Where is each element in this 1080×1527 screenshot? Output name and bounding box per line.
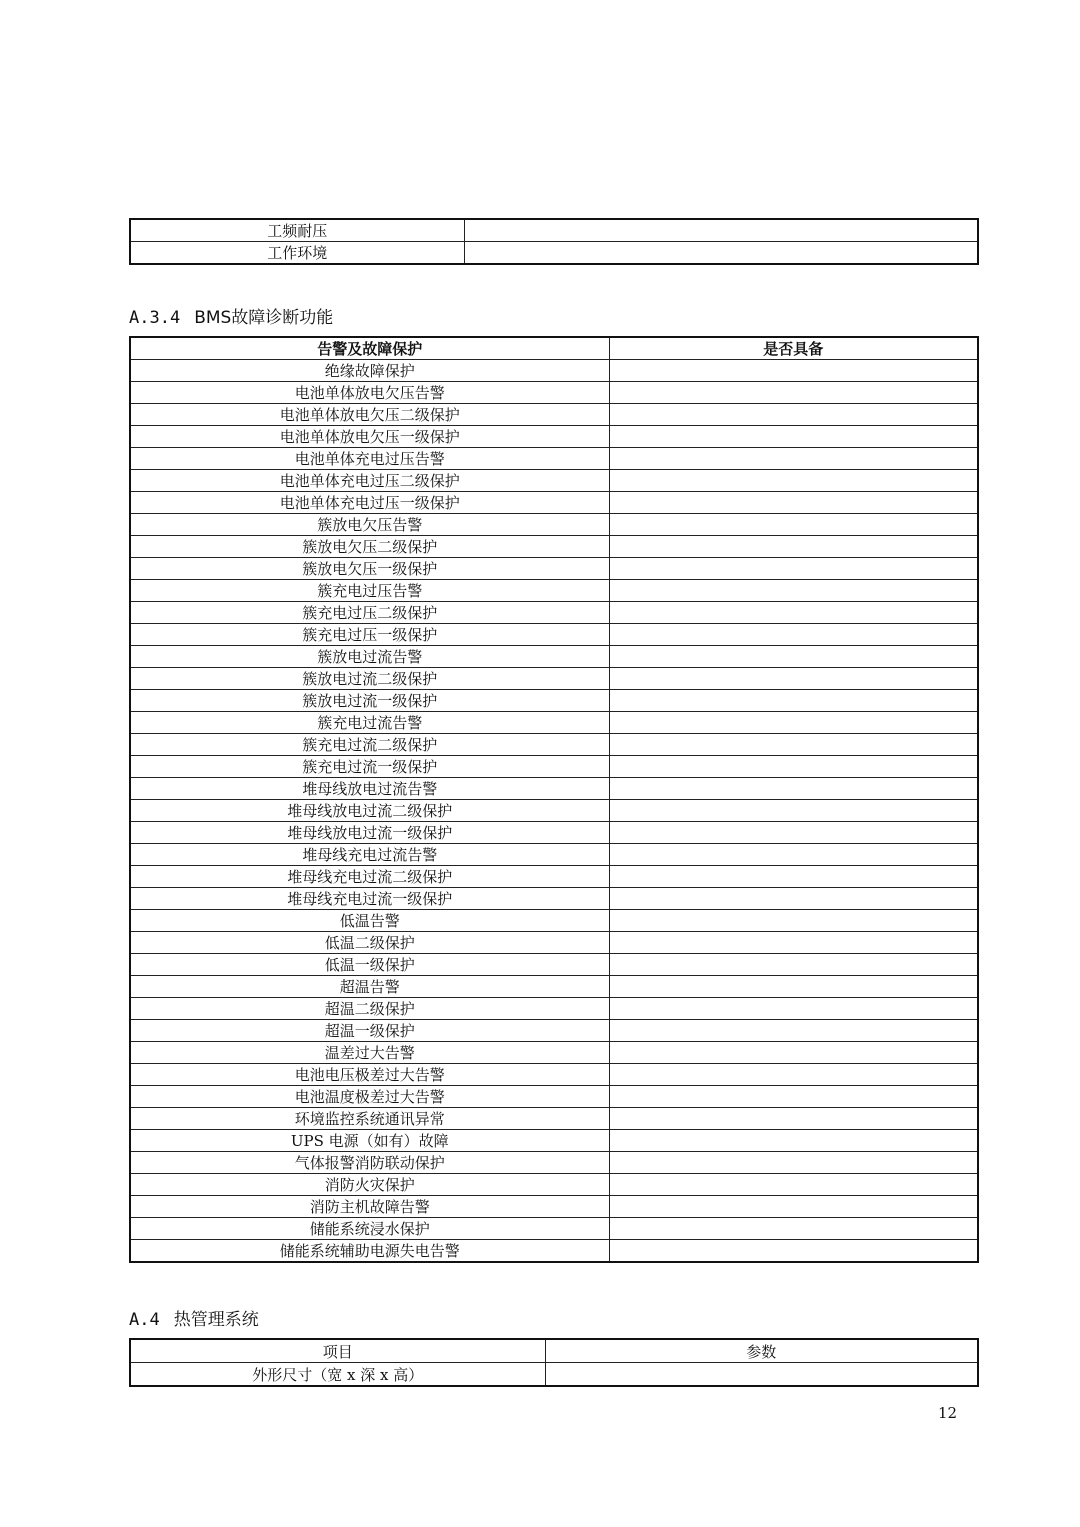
row-label: 电池单体放电欠压一级保护 — [130, 426, 609, 448]
row-value — [609, 382, 978, 404]
row-label: 堆母线放电过流告警 — [130, 778, 609, 800]
row-value — [609, 492, 978, 514]
row-label: 储能系统浸水保护 — [130, 1218, 609, 1240]
row-value — [464, 242, 978, 265]
table-row — [130, 1042, 978, 1064]
row-value — [609, 668, 978, 690]
row-label: 电池单体放电欠压告警 — [130, 382, 609, 404]
table-row — [130, 1086, 978, 1108]
row-value — [609, 448, 978, 470]
table-row — [130, 1130, 978, 1152]
table-row — [130, 219, 978, 242]
row-value — [609, 360, 978, 382]
row-label: 电池单体充电过压二级保护 — [130, 470, 609, 492]
header-alarm-protection: 告警及故障保护 — [130, 337, 609, 360]
bms-fault-table — [129, 336, 979, 1263]
table-row — [130, 624, 978, 646]
table-row — [130, 1240, 978, 1263]
row-value — [609, 1042, 978, 1064]
row-value — [609, 558, 978, 580]
section-number: A.3.4 — [129, 308, 181, 328]
table-row — [130, 470, 978, 492]
row-label: 簇放电欠压一级保护 — [130, 558, 609, 580]
row-label: 环境监控系统通讯异常 — [130, 1108, 609, 1130]
row-value — [545, 1363, 978, 1387]
row-value — [609, 976, 978, 998]
section-title: BMS故障诊断功能 — [194, 308, 334, 328]
row-label: 低温二级保护 — [130, 932, 609, 954]
table-row — [130, 690, 978, 712]
row-label: 低温告警 — [130, 910, 609, 932]
row-label: 消防主机故障告警 — [130, 1196, 609, 1218]
table-row — [130, 558, 978, 580]
row-value — [609, 778, 978, 800]
row-label: 电池温度极差过大告警 — [130, 1086, 609, 1108]
table-row — [130, 998, 978, 1020]
table-row — [130, 1020, 978, 1042]
table-row — [130, 536, 978, 558]
row-label: 簇充电过压二级保护 — [130, 602, 609, 624]
table-row — [130, 448, 978, 470]
table-row — [130, 382, 978, 404]
row-value — [464, 219, 978, 242]
table-row — [130, 712, 978, 734]
row-label: 电池单体充电过压一级保护 — [130, 492, 609, 514]
row-label: 簇充电过压告警 — [130, 580, 609, 602]
row-value — [609, 822, 978, 844]
row-value — [609, 910, 978, 932]
table-row — [130, 976, 978, 998]
row-label: 超温告警 — [130, 976, 609, 998]
table-row — [130, 1363, 978, 1387]
row-label: 温差过大告警 — [130, 1042, 609, 1064]
table-row — [130, 932, 978, 954]
table-row — [130, 242, 978, 265]
row-label: 电池电压极差过大告警 — [130, 1064, 609, 1086]
row-label: 堆母线充电过流一级保护 — [130, 888, 609, 910]
row-label: 簇充电过压一级保护 — [130, 624, 609, 646]
thermal-table — [129, 1338, 979, 1387]
row-label: 簇放电过流一级保护 — [130, 690, 609, 712]
row-value — [609, 426, 978, 448]
row-label: 堆母线放电过流一级保护 — [130, 822, 609, 844]
row-value — [609, 888, 978, 910]
row-value — [609, 624, 978, 646]
row-value — [609, 756, 978, 778]
row-label: 超温二级保护 — [130, 998, 609, 1020]
table-row — [130, 888, 978, 910]
table-row — [130, 822, 978, 844]
row-label: 外形尺寸（宽 x 深 x 高） — [130, 1363, 545, 1387]
page-number: 12 — [938, 1404, 958, 1422]
row-value — [609, 404, 978, 426]
table-row — [130, 756, 978, 778]
table-row — [130, 360, 978, 382]
row-label: 工作环境 — [130, 242, 464, 265]
row-value — [609, 1174, 978, 1196]
row-value — [609, 602, 978, 624]
row-label: 簇充电过流二级保护 — [130, 734, 609, 756]
table-row — [130, 910, 978, 932]
table-row — [130, 844, 978, 866]
row-value — [609, 514, 978, 536]
table-row — [130, 492, 978, 514]
table-row — [130, 734, 978, 756]
row-label: 簇充电过流告警 — [130, 712, 609, 734]
row-label: 堆母线放电过流二级保护 — [130, 800, 609, 822]
header-parameter: 参数 — [545, 1339, 978, 1363]
row-label: 簇放电欠压二级保护 — [130, 536, 609, 558]
table-row — [130, 514, 978, 536]
row-value — [609, 1064, 978, 1086]
table-row — [130, 778, 978, 800]
row-label: 消防火灾保护 — [130, 1174, 609, 1196]
row-value — [609, 712, 978, 734]
row-label: 簇充电过流一级保护 — [130, 756, 609, 778]
table-row — [130, 668, 978, 690]
table-row — [130, 404, 978, 426]
row-value — [609, 1086, 978, 1108]
table-row — [130, 580, 978, 602]
table-header-row — [130, 337, 978, 360]
row-value — [609, 998, 978, 1020]
row-label: 工频耐压 — [130, 219, 464, 242]
table-row — [130, 1152, 978, 1174]
row-value — [609, 844, 978, 866]
row-label: 簇放电过流二级保护 — [130, 668, 609, 690]
table-row — [130, 800, 978, 822]
header-item: 项目 — [130, 1339, 545, 1363]
row-label: 低温一级保护 — [130, 954, 609, 976]
table-row — [130, 866, 978, 888]
row-value — [609, 954, 978, 976]
row-label: 电池单体放电欠压二级保护 — [130, 404, 609, 426]
row-label: 超温一级保护 — [130, 1020, 609, 1042]
row-label: 绝缘故障保护 — [130, 360, 609, 382]
row-value — [609, 646, 978, 668]
row-value — [609, 470, 978, 492]
row-label: 电池单体充电过压告警 — [130, 448, 609, 470]
row-value — [609, 1240, 978, 1263]
row-label: 簇放电欠压告警 — [130, 514, 609, 536]
row-value — [609, 690, 978, 712]
row-value — [609, 932, 978, 954]
section-title: 热管理系统 — [173, 1310, 259, 1330]
table-row — [130, 1108, 978, 1130]
section-number: A.4 — [129, 1310, 160, 1330]
header-available: 是否具备 — [609, 337, 978, 360]
row-value — [609, 1108, 978, 1130]
row-value — [609, 580, 978, 602]
section-heading-a34 — [129, 303, 333, 328]
row-value — [609, 866, 978, 888]
table-header-row — [130, 1339, 978, 1363]
row-label: 簇放电过流告警 — [130, 646, 609, 668]
row-label: 堆母线充电过流告警 — [130, 844, 609, 866]
table-row — [130, 1174, 978, 1196]
row-value — [609, 1020, 978, 1042]
table-row — [130, 954, 978, 976]
row-value — [609, 800, 978, 822]
table-row — [130, 426, 978, 448]
row-label: 储能系统辅助电源失电告警 — [130, 1240, 609, 1263]
table-row — [130, 646, 978, 668]
row-label: UPS 电源（如有）故障 — [130, 1130, 609, 1152]
row-value — [609, 1196, 978, 1218]
top-table — [129, 218, 979, 265]
row-value — [609, 1218, 978, 1240]
row-label: 气体报警消防联动保护 — [130, 1152, 609, 1174]
row-label: 堆母线充电过流二级保护 — [130, 866, 609, 888]
table-row — [130, 1218, 978, 1240]
row-value — [609, 1130, 978, 1152]
row-value — [609, 734, 978, 756]
table-row — [130, 1064, 978, 1086]
table-row — [130, 602, 978, 624]
section-heading-a4 — [129, 1305, 259, 1330]
table-row — [130, 1196, 978, 1218]
row-value — [609, 536, 978, 558]
row-value — [609, 1152, 978, 1174]
